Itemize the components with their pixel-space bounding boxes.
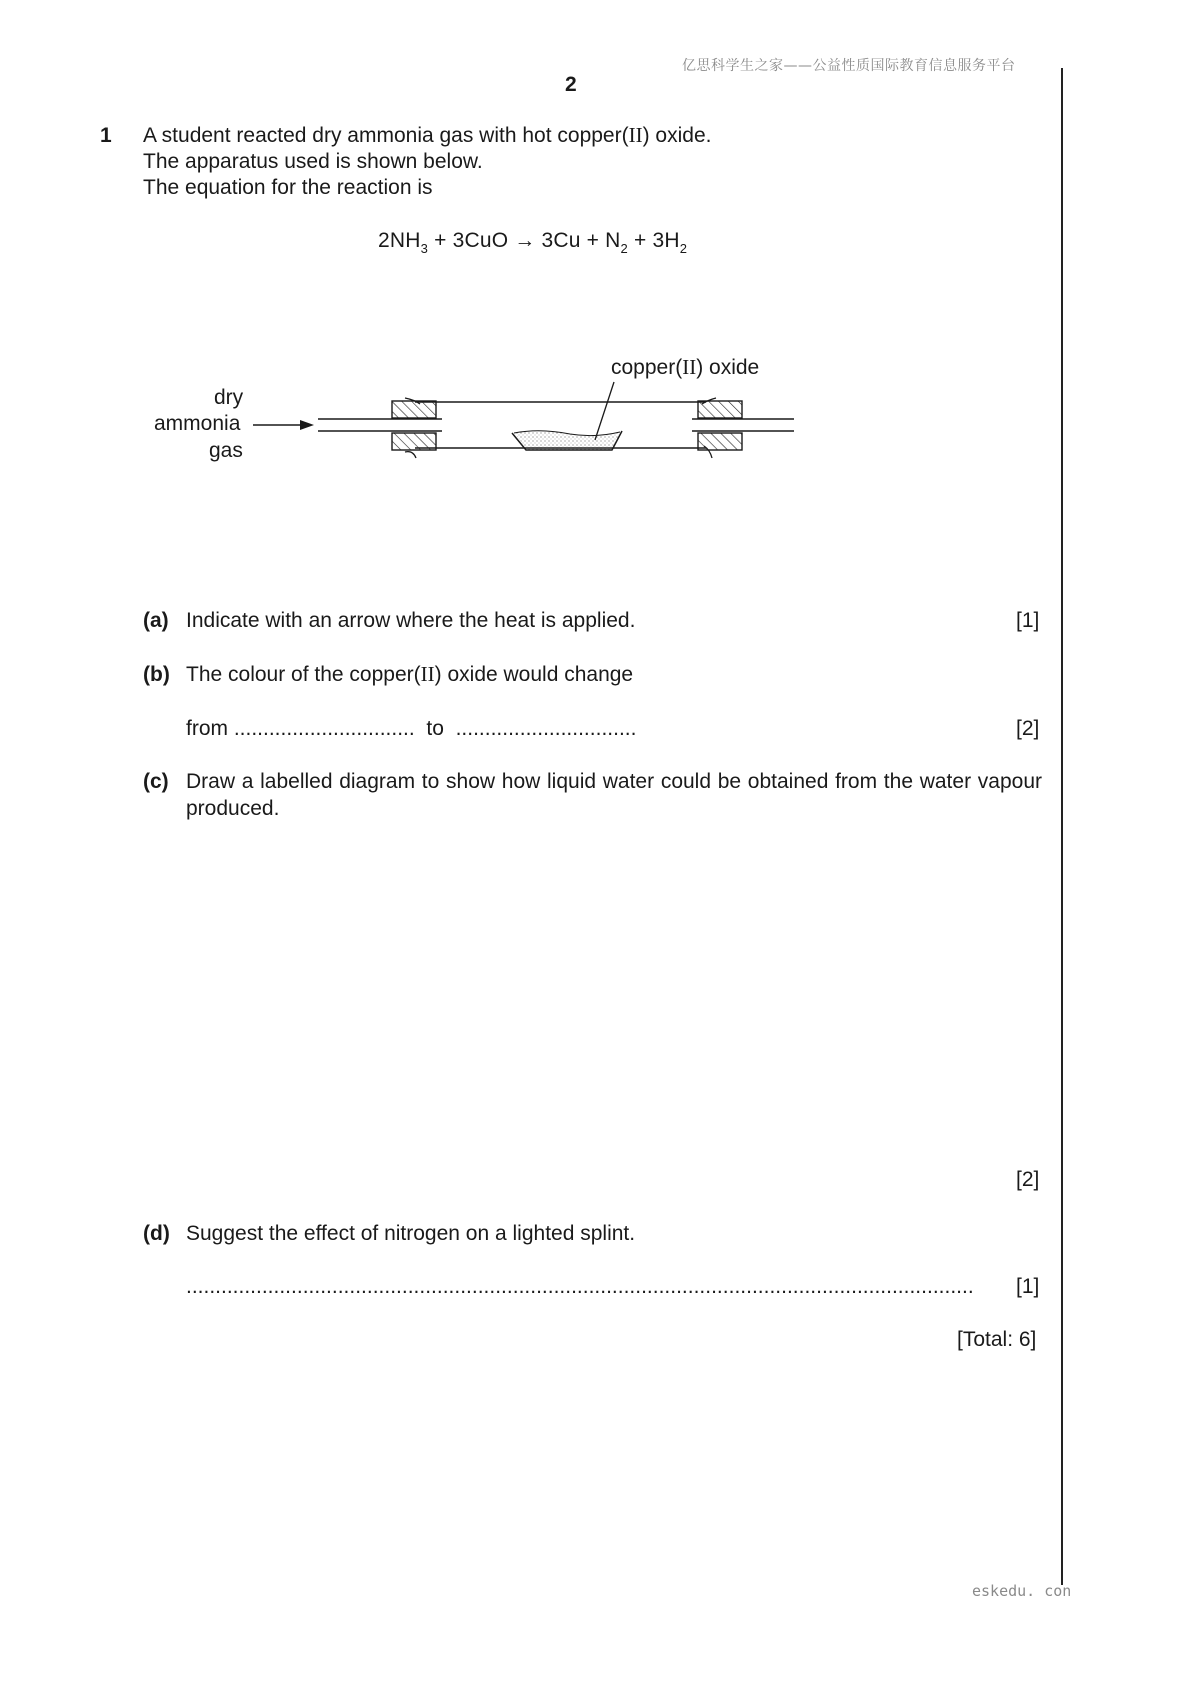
part-b-text: The colour of the copper(II) oxide would change <box>186 662 634 686</box>
intro-line-2: The apparatus used is shown below. <box>143 150 483 173</box>
right-stopper <box>698 401 742 450</box>
part-b-marks: [2] <box>1016 717 1040 740</box>
intro-line-1: A student reacted dry ammonia gas with hot copper(II) oxide. <box>143 123 712 147</box>
inlet-tube <box>318 419 442 431</box>
left-stopper <box>392 401 436 450</box>
apparatus-diagram <box>240 370 800 470</box>
combustion-boat <box>512 431 622 450</box>
part-c-marks: [2] <box>1016 1168 1040 1191</box>
gas-label-line3: gas <box>209 439 243 462</box>
footer-site-text: eskedu. con <box>972 1582 1072 1600</box>
reaction-equation: $2NH_3 + 3CuO \to 3Cu + N_2 + 3H_2$ <box>378 229 688 256</box>
outlet-tube <box>692 419 794 431</box>
answer-to-field[interactable]: ............................... <box>455 717 637 740</box>
gas-flow-arrow <box>253 420 314 430</box>
part-a-marks: [1] <box>1016 609 1040 632</box>
part-b-answer-line: from ............................... to ............................... <box>186 717 637 740</box>
part-c-label: (c) <box>143 770 169 793</box>
part-b-label: (b) <box>143 663 170 686</box>
part-a-text: Indicate with an arrow where the heat is applied. <box>186 609 636 632</box>
intro-line-3: The equation for the reaction is <box>143 176 433 199</box>
question-number: 1 <box>100 124 112 147</box>
part-c-text: Draw a labelled diagram to show how liquid water could be obtained from the water vapour produced. <box>186 770 1042 820</box>
part-d-text: Suggest the effect of nitrogen on a lighted splint. <box>186 1222 636 1245</box>
gas-label-line1: dry <box>214 386 244 409</box>
page-number: 2 <box>565 73 577 96</box>
question-total: [Total: 6] <box>957 1328 1037 1351</box>
gas-label-line2: ammonia <box>154 412 241 435</box>
part-d-answer-field[interactable]: ....................................................................................................................................... <box>186 1275 974 1298</box>
header-site-text: 亿思科学生之家——公益性质国际教育信息服务平台 <box>682 58 1016 74</box>
margin-rule <box>1061 68 1063 1585</box>
copper-oxide-leader <box>595 382 614 440</box>
part-a-label: (a) <box>143 609 169 632</box>
part-c-drawing-area[interactable] <box>186 830 1042 1150</box>
part-d-marks: [1] <box>1016 1275 1040 1298</box>
answer-from-field[interactable]: ............................... <box>233 717 415 740</box>
part-d-label: (d) <box>143 1222 170 1245</box>
copper-oxide-label: copper(II) oxide <box>611 355 760 379</box>
